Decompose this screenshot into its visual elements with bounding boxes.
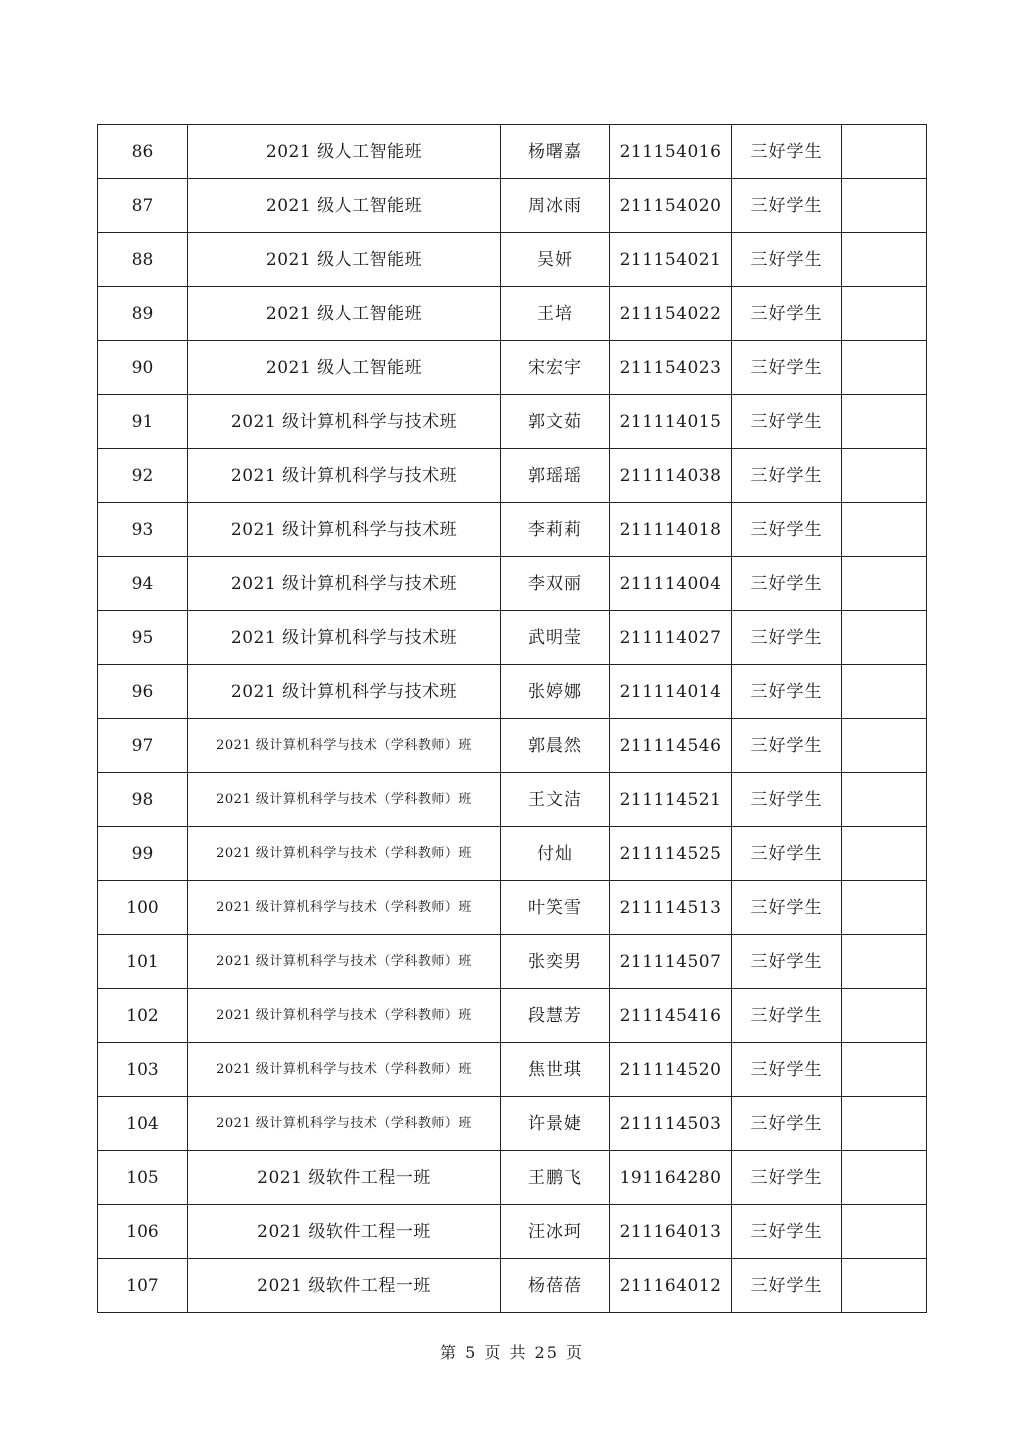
student-id-cell: 211114525 [610,827,732,881]
row-number-cell: 106 [98,1205,188,1259]
remark-cell [842,989,927,1043]
remark-cell [842,665,927,719]
remark-cell [842,125,927,179]
student-name-cell: 焦世琪 [501,1043,610,1097]
row-number-cell: 102 [98,989,188,1043]
class-name-cell: 2021 级计算机科学与技术班 [188,503,501,557]
row-number-cell: 101 [98,935,188,989]
class-name-cell: 2021 级计算机科学与技术（学科教师）班 [188,827,501,881]
student-name-cell: 段慧芳 [501,989,610,1043]
row-number-cell: 105 [98,1151,188,1205]
row-number-cell: 88 [98,233,188,287]
class-name-cell: 2021 级人工智能班 [188,233,501,287]
remark-cell [842,719,927,773]
class-name-cell: 2021 级计算机科学与技术班 [188,665,501,719]
student-id-cell: 211114014 [610,665,732,719]
class-name-cell: 2021 级计算机科学与技术班 [188,449,501,503]
remark-cell [842,503,927,557]
roster-table-body [98,125,927,1313]
table-row [98,1097,927,1151]
remark-cell [842,881,927,935]
award-type-cell: 三好学生 [732,233,842,287]
award-type-cell: 三好学生 [732,1151,842,1205]
class-name-cell: 2021 级计算机科学与技术（学科教师）班 [188,881,501,935]
table-row [98,341,927,395]
student-name-cell: 宋宏宇 [501,341,610,395]
student-name-cell: 郭文茹 [501,395,610,449]
table-row [98,125,927,179]
table-row [98,773,927,827]
student-name-cell: 王培 [501,287,610,341]
row-number-cell: 95 [98,611,188,665]
award-type-cell: 三好学生 [732,1097,842,1151]
student-id-cell: 211114038 [610,449,732,503]
remark-cell [842,935,927,989]
table-row [98,233,927,287]
award-type-cell: 三好学生 [732,125,842,179]
row-number-cell: 100 [98,881,188,935]
award-type-cell: 三好学生 [732,881,842,935]
student-name-cell: 付灿 [501,827,610,881]
award-type-cell: 三好学生 [732,557,842,611]
page-number-footer: 第 5 页 共 25 页 [440,1343,584,1362]
class-name-cell: 2021 级人工智能班 [188,125,501,179]
class-name-cell: 2021 级人工智能班 [188,287,501,341]
student-id-cell: 191164280 [610,1151,732,1205]
award-type-cell: 三好学生 [732,449,842,503]
remark-cell [842,341,927,395]
student-name-cell: 郭晨然 [501,719,610,773]
student-name-cell: 郭瑶瑶 [501,449,610,503]
table-row [98,449,927,503]
remark-cell [842,179,927,233]
class-name-cell: 2021 级人工智能班 [188,341,501,395]
row-number-cell: 107 [98,1259,188,1313]
class-name-cell: 2021 级计算机科学与技术（学科教师）班 [188,773,501,827]
student-name-cell: 吴妍 [501,233,610,287]
remark-cell [842,1205,927,1259]
table-row [98,827,927,881]
remark-cell [842,611,927,665]
student-name-cell: 李双丽 [501,557,610,611]
class-name-cell: 2021 级软件工程一班 [188,1259,501,1313]
remark-cell [842,773,927,827]
remark-cell [842,827,927,881]
row-number-cell: 103 [98,1043,188,1097]
table-row [98,1205,927,1259]
student-name-cell: 周冰雨 [501,179,610,233]
student-name-cell: 叶笑雪 [501,881,610,935]
table-row [98,1151,927,1205]
table-row [98,287,927,341]
student-name-cell: 张奕男 [501,935,610,989]
student-id-cell: 211114521 [610,773,732,827]
class-name-cell: 2021 级计算机科学与技术班 [188,395,501,449]
award-type-cell: 三好学生 [732,341,842,395]
award-type-cell: 三好学生 [732,1205,842,1259]
table-row [98,503,927,557]
student-id-cell: 211154020 [610,179,732,233]
student-name-cell: 武明莹 [501,611,610,665]
award-type-cell: 三好学生 [732,665,842,719]
class-name-cell: 2021 级软件工程一班 [188,1151,501,1205]
class-name-cell: 2021 级计算机科学与技术（学科教师）班 [188,1043,501,1097]
remark-cell [842,1043,927,1097]
student-name-cell: 李莉莉 [501,503,610,557]
remark-cell [842,449,927,503]
remark-cell [842,1151,927,1205]
student-id-cell: 211114513 [610,881,732,935]
row-number-cell: 97 [98,719,188,773]
row-number-cell: 96 [98,665,188,719]
award-type-cell: 三好学生 [732,503,842,557]
class-name-cell: 2021 级计算机科学与技术班 [188,557,501,611]
student-name-cell: 许景婕 [501,1097,610,1151]
table-row [98,1043,927,1097]
award-type-cell: 三好学生 [732,611,842,665]
award-type-cell: 三好学生 [732,395,842,449]
remark-cell [842,1097,927,1151]
student-name-cell: 王文洁 [501,773,610,827]
student-id-cell: 211164012 [610,1259,732,1313]
award-type-cell: 三好学生 [732,935,842,989]
remark-cell [842,395,927,449]
student-name-cell: 杨曙嘉 [501,125,610,179]
table-row [98,881,927,935]
award-type-cell: 三好学生 [732,1259,842,1313]
student-name-cell: 张婷娜 [501,665,610,719]
class-name-cell: 2021 级软件工程一班 [188,1205,501,1259]
row-number-cell: 94 [98,557,188,611]
row-number-cell: 91 [98,395,188,449]
row-number-cell: 86 [98,125,188,179]
award-roster-table [97,124,927,1313]
award-type-cell: 三好学生 [732,179,842,233]
row-number-cell: 87 [98,179,188,233]
class-name-cell: 2021 级计算机科学与技术（学科教师）班 [188,935,501,989]
class-name-cell: 2021 级计算机科学与技术（学科教师）班 [188,719,501,773]
award-type-cell: 三好学生 [732,1043,842,1097]
student-id-cell: 211154022 [610,287,732,341]
remark-cell [842,233,927,287]
student-id-cell: 211154016 [610,125,732,179]
award-type-cell: 三好学生 [732,287,842,341]
student-id-cell: 211114027 [610,611,732,665]
row-number-cell: 90 [98,341,188,395]
class-name-cell: 2021 级计算机科学与技术班 [188,611,501,665]
remark-cell [842,557,927,611]
class-name-cell: 2021 级人工智能班 [188,179,501,233]
student-id-cell: 211164013 [610,1205,732,1259]
student-id-cell: 211154023 [610,341,732,395]
award-type-cell: 三好学生 [732,989,842,1043]
table-row [98,665,927,719]
table-row [98,1259,927,1313]
student-id-cell: 211114520 [610,1043,732,1097]
row-number-cell: 98 [98,773,188,827]
row-number-cell: 104 [98,1097,188,1151]
row-number-cell: 92 [98,449,188,503]
student-id-cell: 211145416 [610,989,732,1043]
student-id-cell: 211114004 [610,557,732,611]
award-type-cell: 三好学生 [732,773,842,827]
remark-cell [842,1259,927,1313]
student-name-cell: 汪冰珂 [501,1205,610,1259]
table-row [98,935,927,989]
student-id-cell: 211114546 [610,719,732,773]
student-id-cell: 211154021 [610,233,732,287]
table-row [98,719,927,773]
class-name-cell: 2021 级计算机科学与技术（学科教师）班 [188,1097,501,1151]
student-id-cell: 211114503 [610,1097,732,1151]
student-name-cell: 杨蓓蓓 [501,1259,610,1313]
table-row [98,611,927,665]
row-number-cell: 89 [98,287,188,341]
row-number-cell: 93 [98,503,188,557]
student-id-cell: 211114015 [610,395,732,449]
table-row [98,989,927,1043]
table-row [98,395,927,449]
remark-cell [842,287,927,341]
student-name-cell: 王鹏飞 [501,1151,610,1205]
award-type-cell: 三好学生 [732,719,842,773]
table-row [98,557,927,611]
award-type-cell: 三好学生 [732,827,842,881]
class-name-cell: 2021 级计算机科学与技术（学科教师）班 [188,989,501,1043]
table-row [98,179,927,233]
row-number-cell: 99 [98,827,188,881]
student-id-cell: 211114507 [610,935,732,989]
student-id-cell: 211114018 [610,503,732,557]
